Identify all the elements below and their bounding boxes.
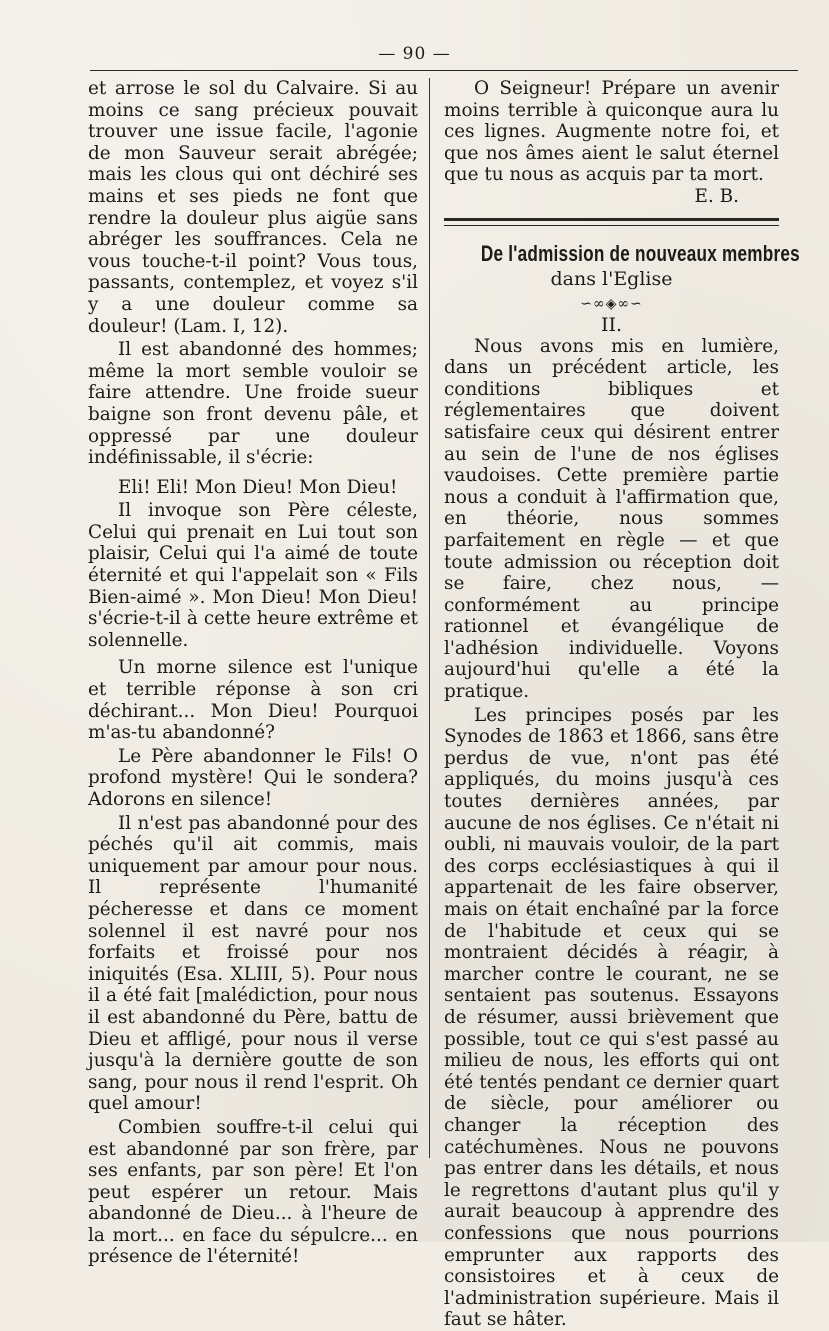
paragraph: Les principes posés par les Synodes de 1863 et 1866, sans être perdus de vue, n'ont pas été appliqués, du moins jusqu'à ces toutes dernières années, par aucune de nos églises. Ce n'était ni oubli, ni mauvais vouloir, de la part des corps ecclésiastiques à qui il appartenait de les faire observer, mais on était enchaîné par la force de l'habitude et ceux qui se montraient décidés à réagir, à marcher contre le courant, ne se sentaient pas soutenus. Essayons de résumer, aussi brièvement que possible, tout ce qui s'est passé au milieu de nous, les efforts qui ont été tentés pendant ce dernier quart de siècle, pour améliorer ou changer la réception des catéchumènes. Nous ne pouvons pas entrer dans les détails, et nous le regrettons d'autant plus qu'il y aurait beaucoup à apprendre des confessions que nous pourrions emprunter aux rapports des consistoires et à ceux de l'administration supérieure. Mais il faut se hâter. (444, 704, 779, 1331)
paragraph: Le Père abandonner le Fils! O profond mystère! Qui le sondera? Adorons en silence! (88, 745, 418, 810)
ornament-icon: ∽∞◈∞∽ (580, 295, 643, 312)
paragraph: Il n'est pas abandonné pour des péchés qu'il ait commis, mais uniquement par amour pour nous. Il représente l'humanité pécheresse et dans ce moment solennel il est navré pour nos forfaits et froissé pour nos iniquités (Esa. XLIII, 5). Pour nous il a été fait [malédiction, pour nous il est abandonné du Père, battu de Dieu et affligé, pour nous il verse jusqu'à la dernière goutte de son sang, pour nous il rend l'esprit. Oh quel amour! (88, 812, 418, 1115)
signature: E. B. (694, 185, 739, 207)
header-rule (90, 70, 798, 71)
section-number: II. (600, 313, 623, 336)
right-column (444, 78, 800, 1331)
article-subtitle: dans l'Eglise (550, 267, 673, 290)
paragraph: Un morne silence est l'unique et terrible réponse à son cri déchirant... Mon Dieu! Pourquoi m'as-tu abandonné? (88, 657, 418, 744)
paragraph: et arrose le sol du Calvaire. Si au moins ce sang précieux pouvait trouver une issue facile, l'agonie de mon Sauveur serait abrégée; mais les clous qui ont déchiré ses mains et ses pieds ne font que rendre la douleur plus aigüe sans abréger les souffrances. Cela ne vous touche-t-il point? Vous tous, passants, contemplez, et voyez s'il y a une douleur comme sa douleur! (Lam. I, 12). (88, 78, 418, 337)
paragraph: Combien souffre-t-il celui qui est abandonné par son frère, par ses enfants, par son père! Et l'on peut espérer un retour. Mais abandonné de Dieu... à l'heure de la mort... en face du sépulcre... en présence de l'éternité! (88, 1116, 418, 1268)
closing-paragraph: O Seigneur! Prépare un avenir moins terrible à quiconque aura lu ces lignes. Augmente notre foi, et que nos âmes aient le salut éternel que tu nous as acquis par ta mort. (444, 78, 779, 186)
article-title: De l'admission de nouveaux membres (480, 240, 800, 266)
left-column (88, 78, 418, 1268)
paragraph: Nous avons mis en lumière, dans un précédent article, les conditions bibliques et réglementaires que doivent satisfaire ceux qui désirent entrer au sein de l'une de nos églises vaudoises. Cette première partie nous a conduit à l'affirmation que, en théorie, nous sommes parfaitement en règle — et que toute admission ou réception doit se faire, chez nous, — conformément au principe rationnel et évangélique de l'adhésion individuelle. Voyons aujourd'hui qu'elle a été la pratique. (444, 335, 779, 703)
column-divider (429, 78, 430, 1158)
exclamation-line: Eli! Eli! Mon Dieu! Mon Dieu! (118, 476, 398, 498)
paragraph: Il est abandonné des hommes; même la mort semble vouloir se faire attendre. Une froide sueur baigne son front devenu pâle, et oppressé par une douleur indéfinissable, il s'écrie: (88, 339, 418, 469)
page-number: — 90 — (378, 44, 451, 64)
section-separator-rule (444, 218, 779, 226)
paragraph: Il invoque son Père céleste, Celui qui prenait en Lui tout son plaisir, Celui qui l'a aimé de toute éternité et qui l'appelait son « Fils Bien-aimé ». Mon Dieu! Mon Dieu! s'écrie-t-il à cette heure extrême et solennelle. (88, 500, 418, 651)
